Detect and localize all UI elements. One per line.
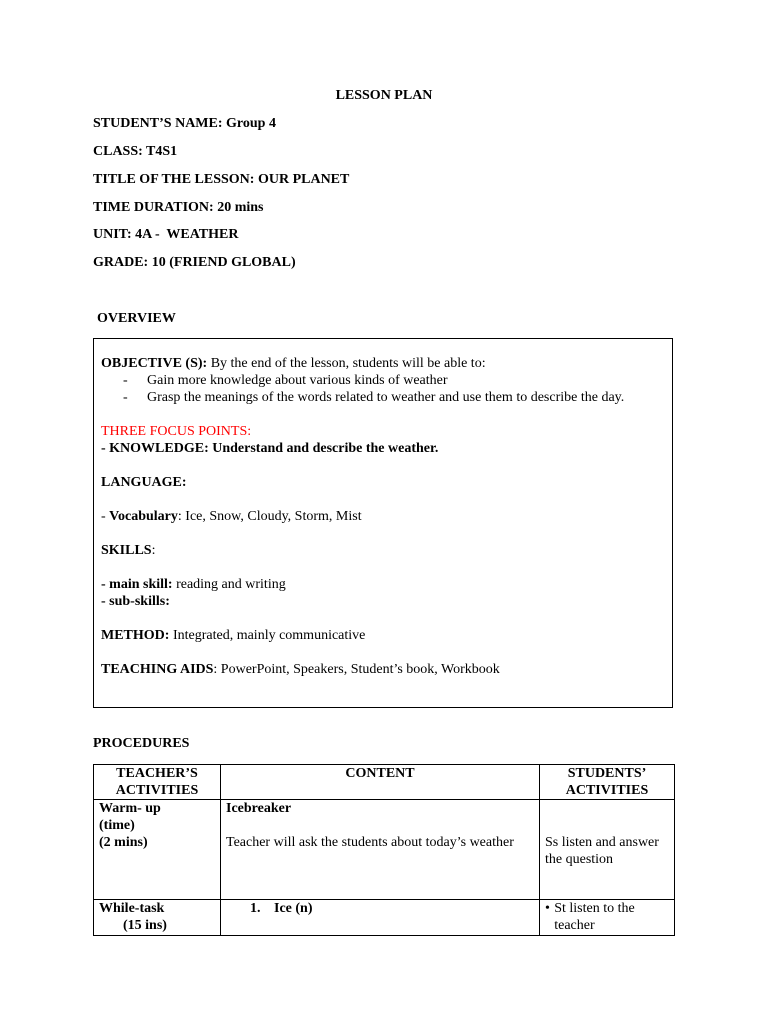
method-label: METHOD: (101, 628, 170, 643)
teacher-activity-cell (94, 900, 221, 936)
header-teacher-activities: TEACHER’S ACTIVITIES (94, 765, 221, 800)
list-item (101, 372, 662, 389)
students-activity-cell (540, 800, 675, 900)
field-unit (93, 227, 238, 243)
main-skill-text: reading and writing (172, 577, 286, 592)
dash-bullet: - (123, 390, 128, 405)
objective-text: By the end of the lesson, students will be able to: (207, 356, 486, 371)
document-title: LESSON PLAN (335, 88, 433, 103)
teacher-activity-line: (15 ins) (123, 918, 167, 933)
students-activity-cell (540, 900, 675, 936)
content-text: Teacher will ask the students about today’s weather (226, 835, 514, 850)
field-lesson-title (93, 172, 349, 188)
field-value: 4A - WEATHER (135, 227, 239, 242)
skills-label: SKILLS (101, 543, 152, 558)
teacher-activity-line: Warm- up (99, 801, 161, 816)
aids-text: : PowerPoint, Speakers, Student’s book, Workbook (213, 662, 500, 677)
field-label: CLASS: (93, 144, 143, 159)
teacher-activity-cell (94, 800, 221, 900)
language-label: LANGUAGE: (101, 475, 187, 490)
vocab-prefix: - (101, 509, 110, 524)
objective-list (101, 372, 662, 406)
field-grade (93, 255, 296, 271)
field-time-duration (93, 200, 264, 216)
table-header-row (94, 765, 675, 800)
field-label: GRADE: (93, 255, 149, 270)
field-value: 20 mins (217, 200, 264, 215)
skills-colon: : (151, 543, 156, 558)
header-content: CONTENT (221, 765, 540, 800)
list-number: 1. (250, 901, 261, 916)
table-row (94, 800, 675, 900)
sub-skills-line: - sub-skills: (101, 594, 170, 609)
bullet-dot-icon: • (545, 901, 550, 916)
content-item: Ice (n) (274, 901, 313, 916)
teaching-aids-line (101, 661, 662, 678)
teacher-activity-line: While-task (99, 901, 165, 916)
method-text: Integrated, mainly communicative (169, 628, 366, 643)
objective-label: OBJECTIVE (S): (101, 356, 208, 371)
field-value: T4S1 (146, 144, 178, 159)
content-cell (221, 900, 540, 936)
objective-item-text: Grasp the meanings of the words related to weather and use them to describe the day. (147, 390, 625, 405)
students-activity-text: Ss listen and answer the question (545, 835, 659, 867)
field-label: STUDENT’S NAME: (93, 116, 223, 131)
field-label: TIME DURATION: (93, 200, 214, 215)
teacher-activity-line: (time) (99, 818, 135, 833)
content-title: Icebreaker (226, 801, 292, 816)
dash-bullet: - (123, 373, 128, 388)
main-skill-label: - main skill: (101, 577, 173, 592)
field-student-name (93, 116, 276, 132)
overview-content (101, 355, 662, 678)
students-activity-text: St listen to the teacher (554, 901, 635, 933)
header-students-activities: STUDENTS’ ACTIVITIES (540, 765, 675, 800)
field-value: Group 4 (226, 116, 276, 131)
procedures-table (93, 764, 675, 936)
field-value: OUR PLANET (257, 172, 350, 187)
teacher-activity-line: (2 mins) (99, 835, 148, 850)
field-label: UNIT: (93, 227, 132, 242)
objective-item-text: Gain more knowledge about various kinds of weather (147, 373, 448, 388)
table-row (94, 900, 675, 936)
focus-points-heading: THREE FOCUS POINTS: (101, 424, 252, 439)
objective-line (101, 355, 662, 372)
skills-line (101, 542, 662, 559)
vocab-text: : Ice, Snow, Cloudy, Storm, Mist (177, 509, 362, 524)
overview-heading: OVERVIEW (97, 311, 176, 326)
field-label: TITLE OF THE LESSON: (93, 172, 255, 187)
field-value: 10 (FRIEND GLOBAL) (151, 255, 296, 270)
main-skill-line (101, 576, 662, 593)
aids-label: TEACHING AIDS (101, 662, 214, 677)
procedures-heading: PROCEDURES (93, 736, 190, 751)
vocab-label: Vocabulary (109, 509, 178, 524)
vocabulary-line (101, 508, 662, 525)
overview-box (93, 338, 673, 708)
content-cell (221, 800, 540, 900)
field-class (93, 144, 177, 160)
knowledge-line: - KNOWLEDGE: Understand and describe the weather. (101, 441, 439, 456)
method-line (101, 627, 662, 644)
list-item (101, 389, 662, 406)
